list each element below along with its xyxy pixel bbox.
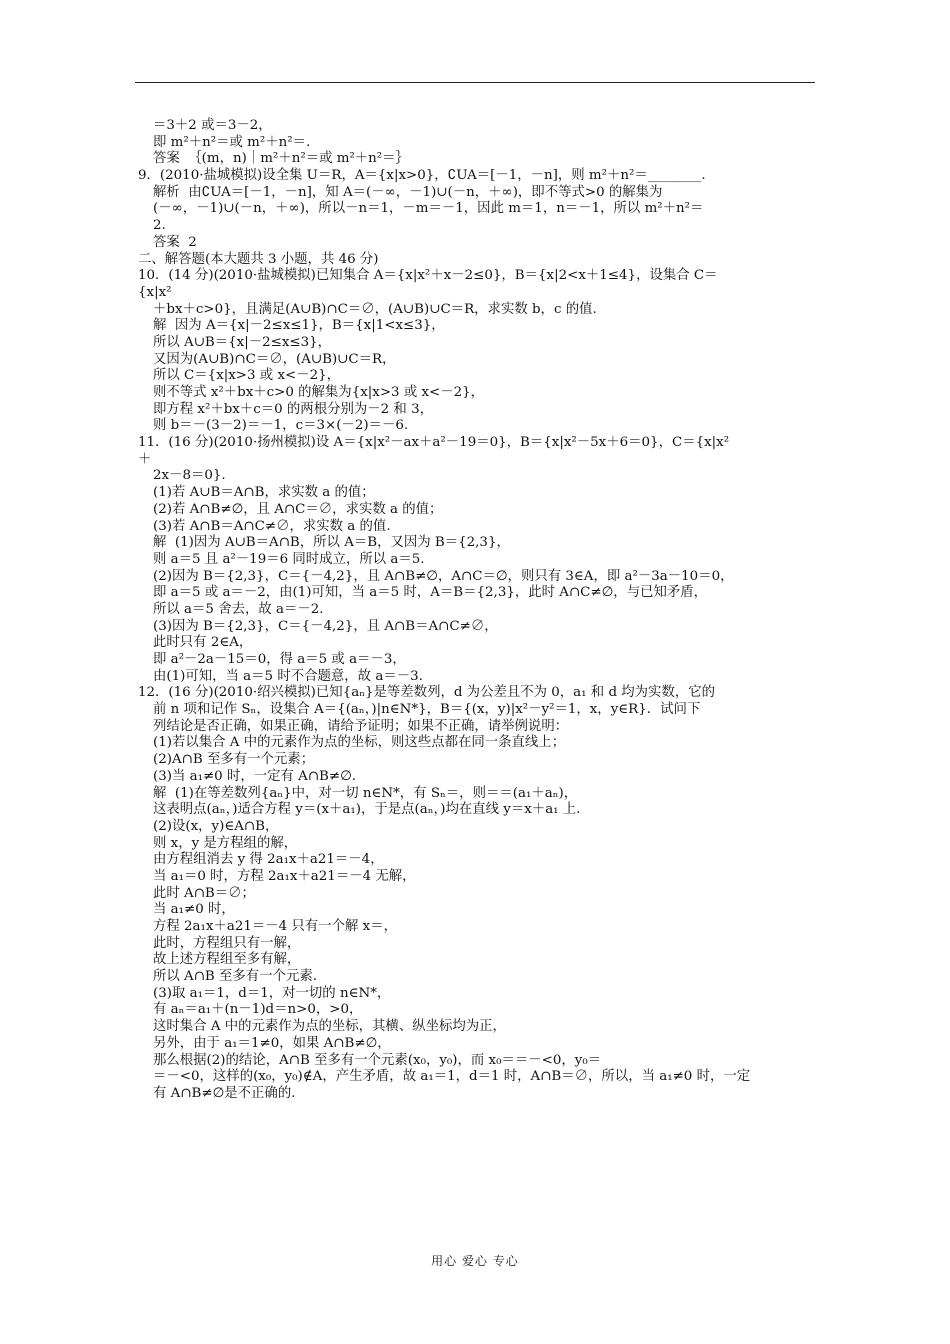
text-line: (2)A∩B 至多有一个元素； (153, 752, 315, 768)
text-line: 由方程组消去 y 得 2a₁x＋a21＝－4， (153, 852, 384, 868)
text-line: (2)设(x，y)∈A∩B， (153, 818, 279, 834)
text-line: 11．(16 分)(2010·扬州模拟)设 A＝{x|x²－ax＋a²－19＝0}，B＝{x|x²－5x＋6＝0}，C＝{x|x² (138, 435, 730, 451)
text-line: (2)若 A∩B≠∅，且 A∩C＝∅，求实数 a 的值； (153, 501, 443, 517)
text-line: ＋ (138, 451, 152, 467)
text-line: 10．(14 分)(2010·盐城模拟)已知集合 A＝{x|x²＋x－2≤0}，B＝{x|2<x＋1≤4}，设集合 C＝ (138, 268, 718, 284)
text-line: 当 a₁＝0 时，方程 2a₁x＋a21＝－4 无解， (153, 868, 416, 884)
text-line: 此时只有 2∈A， (153, 635, 253, 651)
text-line: ＝－<0，这样的(x₀，y₀)∉A，产生矛盾，故 a₁＝1，d＝1 时，A∩B＝∅，所以，当 a₁≠0 时，一定 (153, 1069, 751, 1085)
text-line: 有 aₙ＝a₁＋(n－1)d＝n>0，>0， (153, 1002, 363, 1018)
text-line: 所以 C＝{x|x>3 或 x<－2}， (153, 368, 341, 384)
text-line: (3)当 a₁≠0 时，一定有 A∩B≠∅. (153, 768, 357, 784)
text-line: 所以 A∩B 至多有一个元素. (153, 969, 318, 985)
text-line: 则 x，y 是方程组的解， (153, 835, 298, 851)
text-line: 又因为(A∪B)∩C＝∅，(A∪B)∪C＝R， (153, 351, 396, 367)
text-line: (1)若以集合 A 中的元素作为点的坐标，则这些点都在同一条直线上； (153, 735, 566, 751)
text-line: (－∞，－1)∪(－n，＋∞)，所以－n＝1，－m＝－1，因此 m＝1，n＝－1，所以 m²＋n²＝ (153, 201, 704, 217)
text-line: 2. (153, 218, 166, 234)
text-line: (3)取 a₁＝1，d＝1，对一切的 n∈N*， (153, 985, 391, 1001)
text-line: 2x－8＝0}. (153, 468, 226, 484)
text-line: 有 A∩B≠∅是不正确的. (153, 1085, 296, 1101)
page-footer: 用心 爱心 专心 (431, 1254, 519, 1268)
text-line: ＋bx＋c>0}，且满足(A∪B)∩C＝∅，(A∪B)∪C＝R，求实数 b，c 的值. (153, 301, 597, 317)
text-line: 解 (1)因为 A∪B＝A∩B，所以 A＝B，又因为 B＝{2,3}， (153, 535, 510, 551)
text-line: 则 b＝－(3－2)＝－1，c＝3×(－2)＝－6. (153, 418, 409, 434)
text-line: 所以 A∪B＝{x|－2≤x≤3}， (153, 334, 332, 350)
text-line: {x|x² (138, 284, 172, 300)
text-line: ＝3＋2 或＝3－2， (153, 118, 272, 133)
text-line: 答案 2 (153, 234, 197, 250)
text-line: 由(1)可知，当 a＝5 时不合题意，故 a＝－3. (153, 668, 423, 684)
text-line: 即 a²－2a－15＝0，得 a＝5 或 a＝－3， (153, 652, 406, 667)
text-line: 答案 ｛(m，n)｜m²＋n²＝或 m²＋n²＝｝ (153, 151, 409, 167)
text-line: 故上述方程组至多有解， (153, 952, 301, 968)
text-line: 即 m²＋n²＝或 m²＋n²＝. (153, 134, 311, 150)
text-line: 这表明点(aₙ，)适合方程 y＝(x＋a₁)，于是点(aₙ，)均在直线 y＝x＋a₁ 上. (153, 802, 581, 818)
text-line: (1)若 A∪B＝A∩B，求实数 a 的值； (153, 485, 375, 501)
header-rule (135, 82, 815, 83)
text-line: 这时集合 A 中的元素作为点的坐标，其横、纵坐标均为正， (153, 1019, 506, 1035)
text-line: 当 a₁≠0 时， (153, 902, 235, 918)
text-line: 解 因为 A＝{x|－2≤x≤1}，B＝{x|1<x≤3}， (153, 318, 445, 334)
text-line: (2)因为 B＝{2,3}，C＝{－4,2}，且 A∩B≠∅，A∩C＝∅，则只有 3∈A，即 a²－3a－10＝0， (153, 568, 734, 584)
text-line: 二、解答题(本大题共 3 小题，共 46 分) (138, 251, 379, 267)
text-line: (3)因为 B＝{2,3}，C＝{－4,2}，且 A∩B＝A∩C≠∅， (153, 618, 498, 634)
text-line: 此时，方程组只有一解， (153, 935, 301, 951)
text-line: 9．(2010·盐城模拟)设全集 U＝R，A＝{x|x>0}，∁UA＝[－1，－n]，则 m²＋n²＝________. (138, 168, 706, 184)
text-line: 前 n 项和记作 Sₙ，设集合 A＝{(aₙ，)|n∈N*}，B＝{(x，y)|x²－y²＝1，x，y∈R}．试问下 (153, 702, 701, 718)
text-line: 解 (1)在等差数列{aₙ}中，对一切 n∈N*，有 Sₙ＝，则＝＝(a₁＋aₙ)， (153, 785, 578, 801)
text-line: 此时 A∩B＝∅； (153, 885, 255, 901)
text-line: 另外，由于 a₁＝1≠0，如果 A∩B≠∅， (153, 1035, 391, 1051)
text-line: 则不等式 x²＋bx＋c>0 的解集为{x|x>3 或 x<－2}， (153, 385, 485, 400)
text-line: 方程 2a₁x＋a21＝－4 只有一个解 x＝， (153, 919, 397, 934)
text-line: 解析 由∁UA＝[－1，－n]，知 A＝(－∞，－1)∪(－n，＋∞)，即不等式>0 的解集为 (153, 184, 663, 200)
text-line: 则 a＝5 且 a²－19＝6 同时成立，所以 a＝5. (153, 551, 425, 567)
text-line: 12．(16 分)(2010·绍兴模拟)已知{aₙ}是等差数列，d 为公差且不为 0，a₁ 和 d 均为实数，它的 (138, 685, 716, 701)
text-line: 即方程 x²＋bx＋c＝0 的两根分别为－2 和 3， (153, 401, 433, 417)
text-line: 所以 a＝5 舍去，故 a＝－2. (153, 601, 324, 617)
document-body (138, 118, 818, 1103)
text-line: 那么根据(2)的结论，A∩B 至多有一个元素(x₀，y₀)，而 x₀＝＝－<0，y₀＝ (153, 1052, 602, 1068)
text-line: (3)若 A∩B＝A∩C≠∅，求实数 a 的值. (153, 518, 391, 534)
text-line: 即 a＝5 或 a＝－2，由(1)可知，当 a＝5 时，A＝B＝{2,3}，此时 A∩C≠∅，与已知矛盾， (153, 585, 708, 601)
text-line: 列结论是否正确，如果正确，请给予证明；如果不正确，请举例说明： (153, 718, 569, 734)
